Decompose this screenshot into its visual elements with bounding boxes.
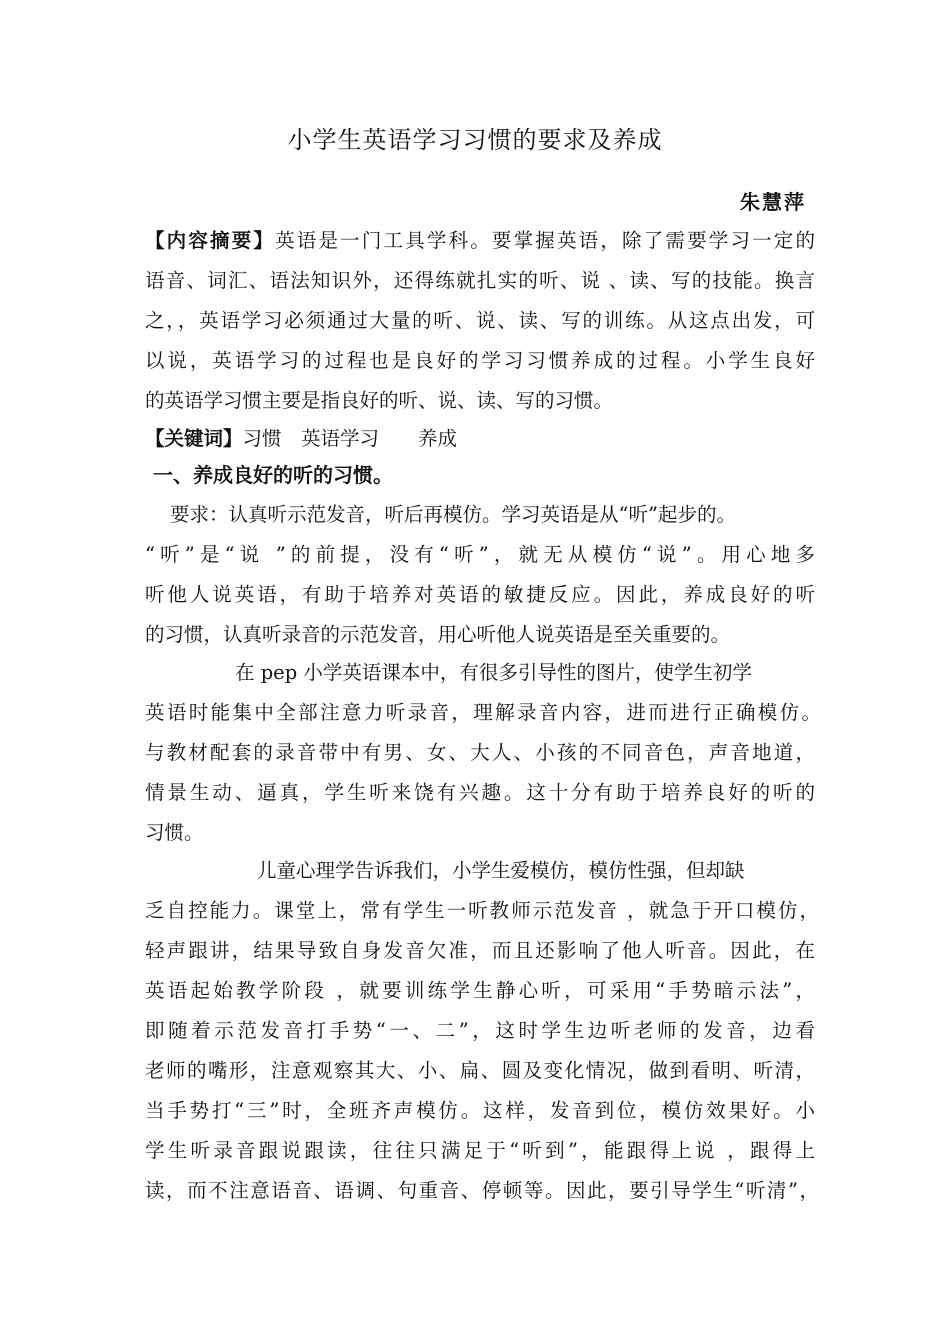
paragraph-line: 即随着示范发音打手势“一、二”，这时学生边听老师的发音，边看 xyxy=(145,1019,815,1042)
paragraph-line: 读，而不注意语音、语调、句重音、停顿等。因此，要引导学生“听清”， xyxy=(145,1179,819,1202)
paragraph-line: “听”是“说 ”的前提，没有“听”，就无从模仿“说”。用心地多 xyxy=(145,543,815,566)
abstract-line: 的英语学习惯主要是指良好的听、说、读、写的习惯。 xyxy=(145,389,614,412)
paragraph-line: 儿童心理学告诉我们，小学生爱模仿，模仿性强，但却缺 xyxy=(257,859,745,882)
paragraph-line: 在 pep 小学英语课本中，有很多引导性的图片，使学生初学 xyxy=(235,661,752,684)
paragraph-line: 习惯。 xyxy=(145,821,204,844)
keywords-line xyxy=(145,424,815,454)
paragraph-line: 英语时能集中全部注意力听录音，理解录音内容，进而进行正确模仿。 xyxy=(145,701,821,724)
abstract-line: 语音、词汇、语法知识外，还得练就扎实的听、说 、读、写的技能。换言 xyxy=(145,269,815,292)
paragraph-line: 要求：认真听示范发音，听后再模仿。学习英语是从“听”起步的。 xyxy=(170,503,736,526)
paragraph-line: 情景生动、逼真，学生听来饶有兴趣。这十分有助于培养良好的听的 xyxy=(145,781,815,804)
paragraph-line: 的习惯，认真听录音的示范发音，用心听他人说英语是至关重要的。 xyxy=(145,623,731,646)
paragraph-line: 轻声跟讲，结果导致自身发音欠准，而且还影响了他人听音。因此，在 xyxy=(145,939,815,962)
keywords-label: 【关键词】 xyxy=(145,427,243,450)
paragraph-line: 学生听录音跟说跟读，往往只满足于“听到”，能跟得上说 ，跟得上 xyxy=(145,1139,815,1162)
paragraph-line: 与教材配套的录音带中有男、女、大人、小孩的不同音色，声音地道， xyxy=(145,741,815,764)
page-title: 小学生英语学习习惯的要求及养成 xyxy=(287,126,663,154)
paragraph-line: 英语起始教学阶段 ，就要训练学生静心听，可采用“手势暗示法”， xyxy=(145,979,815,1002)
abstract-text: 英语是一门工具学科。要掌握英语，除了需要学习一定的 xyxy=(275,229,815,252)
abstract-label: 【内容摘要】 xyxy=(145,229,276,252)
abstract-line: 之，，英语学习必须通过大量的听、说、读、写的训练。从这点出发，可 xyxy=(145,309,815,332)
paragraph-line: 听他人说英语，有助于培养对英语的敏捷反应。因此，养成良好的听 xyxy=(145,583,815,606)
section-heading: 一、养成良好的听的习惯。 xyxy=(153,463,393,487)
author-name: 朱慧萍 xyxy=(740,190,806,214)
keywords-text: 习惯 英语学习 养成 xyxy=(242,427,458,450)
abstract-line: 以说，英语学习的过程也是良好的学习习惯养成的过程。小学生良好 xyxy=(145,349,815,372)
paragraph-line: 老师的嘴形，注意观察其大、小、扁、圆及变化情况，做到看明、听清， xyxy=(145,1059,815,1082)
abstract-line xyxy=(145,226,815,256)
paragraph-line: 乏自控能力。课堂上，常有学生一听教师示范发音 ，就急于开口模仿， xyxy=(145,899,819,922)
paragraph-line: 当手势打“三”时，全班齐声模仿。这样，发音到位，模仿效果好。小 xyxy=(145,1099,815,1122)
